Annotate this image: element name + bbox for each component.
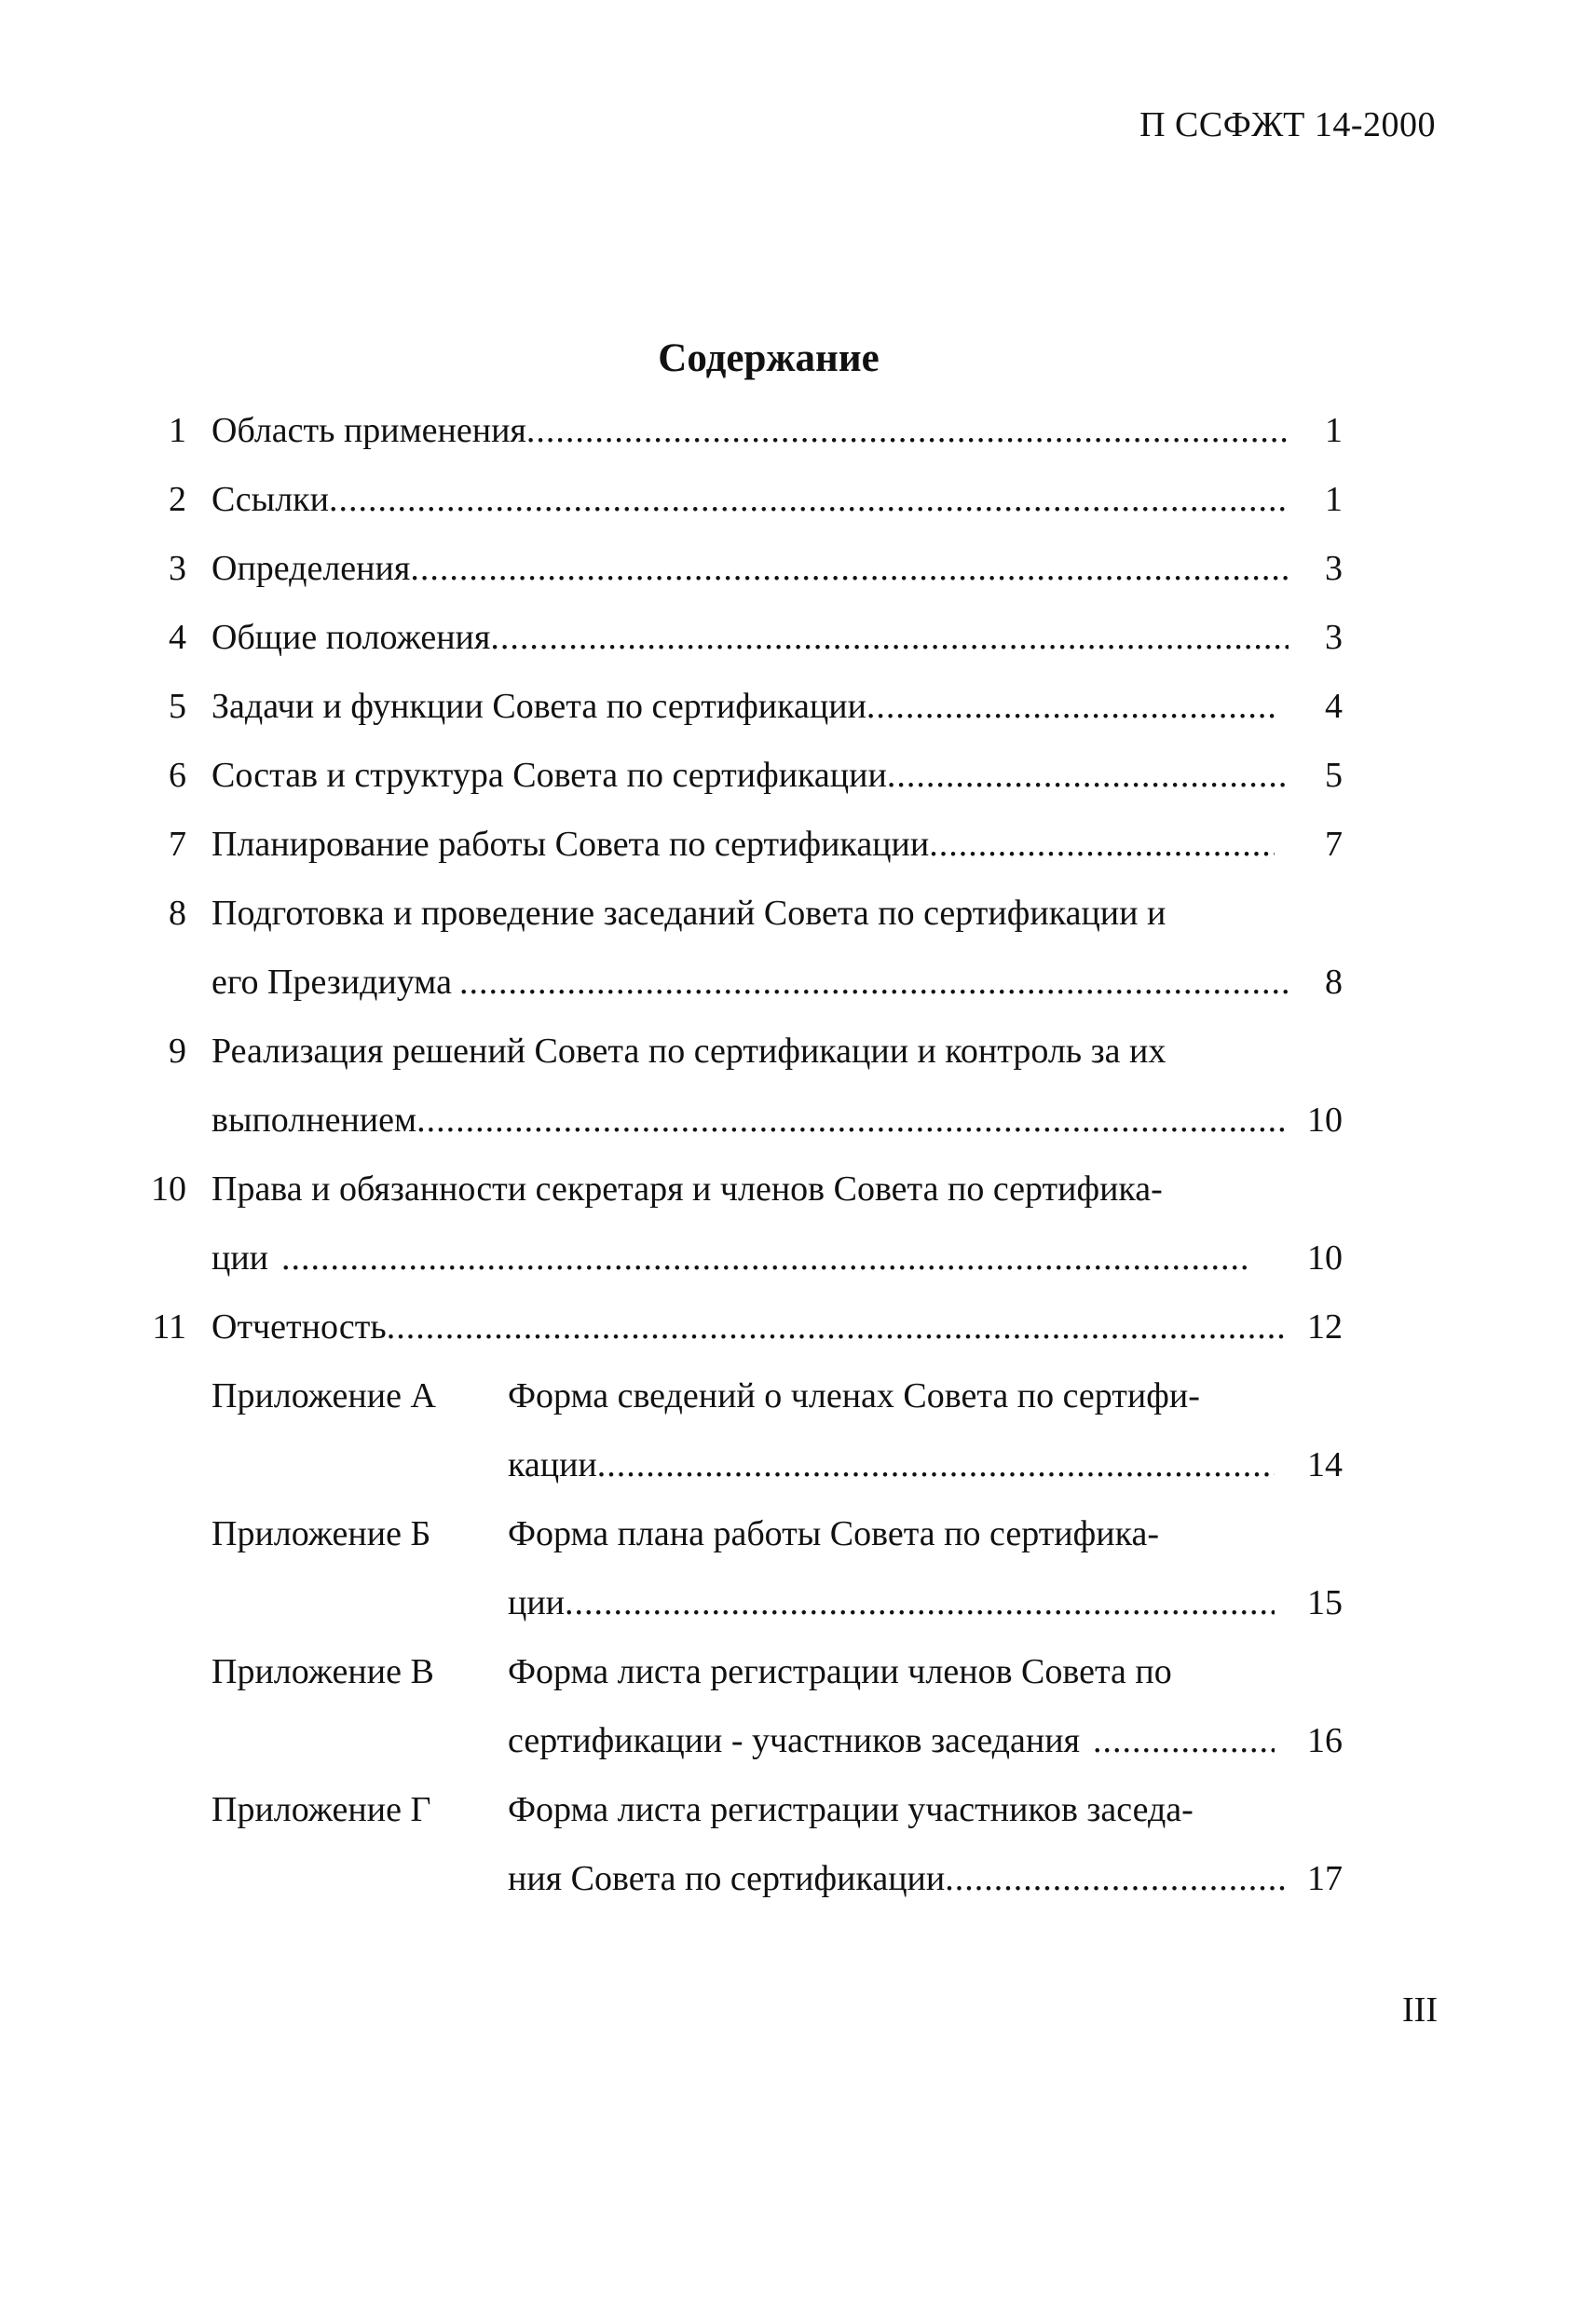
toc-entry-leader — [211, 1100, 1289, 1141]
toc-entry-number: 7 — [169, 825, 186, 864]
toc-entry-leader — [508, 1858, 1289, 1899]
toc-entry-leader — [211, 410, 1289, 451]
dot-leader — [416, 1100, 1289, 1141]
toc-entry-continuation[interactable] — [0, 1100, 1596, 1169]
toc-entry-text: выполнением — [211, 1101, 417, 1140]
toc-entry-page: 5 — [1325, 756, 1343, 795]
toc-entry-leader — [211, 617, 1289, 658]
appendix-entry[interactable] — [0, 1651, 1596, 1720]
dot-leader — [387, 1306, 1289, 1347]
toc-entry-text: Состав и структура Совета по сертификации — [211, 756, 887, 795]
toc-entry-continuation[interactable] — [0, 1238, 1596, 1306]
toc-entry-leader — [211, 755, 1289, 796]
toc-entry-leader — [508, 1444, 1275, 1485]
appendix-text: Форма листа регистрации членов Совета по — [508, 1652, 1172, 1691]
toc-entry-page: 3 — [1325, 549, 1343, 588]
toc-entry-number: 8 — [169, 894, 186, 933]
appendix-text: Форма сведений о членах Совета по сертифи- — [508, 1376, 1200, 1415]
appendix-label: Приложение В — [211, 1652, 434, 1691]
toc-entry-page: 10 — [1307, 1238, 1343, 1278]
toc-entry-leader — [211, 479, 1289, 520]
appendix-label: Приложение А — [211, 1376, 436, 1415]
toc-entry-number: 2 — [169, 480, 186, 519]
toc-entry[interactable] — [0, 893, 1596, 962]
appendix-entry-continuation[interactable] — [0, 1720, 1596, 1789]
dot-leader — [410, 548, 1289, 589]
dot-leader — [887, 755, 1289, 796]
appendix-entry-continuation[interactable] — [0, 1444, 1596, 1513]
appendix-page: 17 — [1307, 1859, 1343, 1898]
toc-entry[interactable] — [0, 479, 1596, 548]
appendix-entry-continuation[interactable] — [0, 1858, 1596, 1927]
dot-leader — [866, 686, 1279, 727]
toc-entry[interactable] — [0, 1031, 1596, 1100]
toc-entry-text: Права и обязанности секретаря и членов Совета по сертифика- — [211, 1169, 1163, 1209]
toc-entry-number: 6 — [169, 756, 186, 795]
appendix-page: 15 — [1307, 1583, 1343, 1622]
toc-entry[interactable] — [0, 410, 1596, 479]
appendix-label: Приложение Б — [211, 1514, 431, 1553]
toc-entry-leader — [508, 1582, 1275, 1623]
toc-entry[interactable] — [0, 755, 1596, 824]
toc-entry-page: 8 — [1325, 963, 1343, 1002]
toc-entry-leader — [508, 1720, 1275, 1761]
toc-entry-text: его Президиума — [211, 963, 452, 1002]
toc-entry-page: 7 — [1325, 825, 1343, 864]
appendix-text: ции — [508, 1583, 566, 1622]
dot-leader — [329, 479, 1289, 520]
toc-entry[interactable] — [0, 686, 1596, 755]
toc-entry-page: 1 — [1325, 480, 1343, 519]
dot-leader — [945, 1858, 1289, 1899]
toc-entry-number: 1 — [169, 411, 186, 450]
toc-entry-text: Определения — [211, 549, 411, 588]
toc-entry-leader — [211, 1306, 1289, 1347]
toc-entry-number: 4 — [169, 618, 186, 657]
toc-entry-page: 1 — [1325, 411, 1343, 450]
appendix-text: Форма плана работы Совета по сертифика- — [508, 1514, 1160, 1553]
toc-entry-text: Область применения — [211, 411, 526, 450]
toc-entry-leader — [211, 962, 1289, 1003]
appendix-text: сертификации - участников заседания — [508, 1721, 1081, 1760]
toc-entry-continuation[interactable] — [0, 962, 1596, 1031]
toc-entry[interactable] — [0, 824, 1596, 893]
toc-entry-text: Подготовка и проведение заседаний Совета по сертификации и — [211, 894, 1166, 933]
toc-entry-text: Общие положения — [211, 618, 491, 657]
appendix-entry-continuation[interactable] — [0, 1582, 1596, 1651]
appendix-entry[interactable] — [0, 1513, 1596, 1582]
page-number: III — [1402, 1990, 1438, 2030]
dot-leader — [490, 617, 1289, 658]
toc-entry-text: Планирование работы Совета по сертификации — [211, 825, 930, 864]
toc-entry-text: Реализация решений Совета по сертификации и контроль за их — [211, 1032, 1166, 1071]
toc-entry-leader — [211, 1238, 1251, 1279]
appendix-entry[interactable] — [0, 1789, 1596, 1858]
dot-leader — [597, 1444, 1275, 1485]
toc-entry-number: 9 — [169, 1032, 186, 1071]
dot-leader — [929, 824, 1275, 865]
toc-entry-page: 4 — [1325, 687, 1343, 726]
toc-entry[interactable] — [0, 548, 1596, 617]
appendix-entry[interactable] — [0, 1375, 1596, 1444]
toc-entry-text: Задачи и функции Совета по сертификации — [211, 687, 866, 726]
appendix-label: Приложение Г — [211, 1790, 431, 1829]
toc-entry[interactable] — [0, 1306, 1596, 1375]
appendix-text: Форма листа регистрации участников заседа- — [508, 1790, 1194, 1829]
dot-leader — [268, 1238, 1251, 1279]
toc-entry-number: 3 — [169, 549, 186, 588]
toc-entry-leader — [211, 686, 1279, 727]
toc-entry-page: 12 — [1307, 1307, 1343, 1347]
toc-entry-leader — [211, 824, 1275, 865]
appendix-text: кации — [508, 1445, 597, 1484]
toc-entry-page: 3 — [1325, 618, 1343, 657]
toc-entry[interactable] — [0, 1169, 1596, 1238]
appendix-text: ния Совета по сертификации — [508, 1859, 946, 1898]
document-code: П ССФЖТ 14-2000 — [1139, 105, 1436, 144]
dot-leader — [452, 962, 1289, 1003]
toc-entry-text: Отчетность — [211, 1307, 387, 1347]
dot-leader — [1080, 1720, 1275, 1761]
toc-entry-leader — [211, 548, 1289, 589]
dot-leader — [526, 410, 1289, 451]
toc-entry-number: 10 — [151, 1169, 186, 1209]
dot-leader — [565, 1582, 1275, 1623]
toc-entry[interactable] — [0, 617, 1596, 686]
appendix-page: 16 — [1307, 1721, 1343, 1760]
toc-entry-text: ции — [211, 1238, 269, 1278]
toc-entry-text: Ссылки — [211, 480, 329, 519]
toc-entry-page: 10 — [1307, 1101, 1343, 1140]
toc-entry-number: 5 — [169, 687, 186, 726]
page-title: Содержание — [658, 336, 880, 380]
appendix-page: 14 — [1307, 1445, 1343, 1484]
toc-entry-number: 11 — [152, 1307, 186, 1347]
